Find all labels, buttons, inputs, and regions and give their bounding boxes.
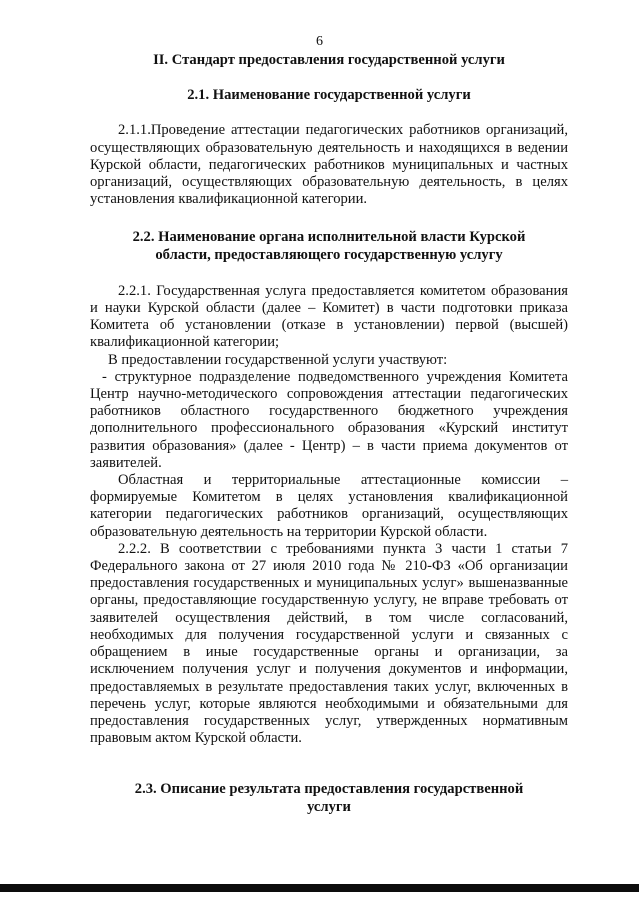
paragraph-structural-unit: - структурное подразделение подведомственного учреждения Комитета Центр научно-методического сопровождения аттестации педагогических работников областного государственного бюджетного учреждения дополнительного профессионального образования «Курский институт развития образования» (далее - Центр) – в части приема документов от заявителей. <box>90 368 568 471</box>
subsection-2-2-heading-line2: области, предоставляющего государственную услугу <box>155 246 503 263</box>
paragraph-commissions: Областная и территориальные аттестационные комиссии – формируемые Комитетом в целях установления квалификационной категории педагогических работников организаций, осуществляющих образовательную деятельность на территории Курской области. <box>90 472 568 540</box>
subsection-2-3-heading-line1: 2.3. Описание результата предоставления государственной <box>134 781 524 798</box>
document-body <box>90 52 568 816</box>
subsection-2-3-heading <box>90 781 568 815</box>
paragraph-2-1-1: 2.1.1.Проведение аттестации педагогических работников организаций, осуществляющих образовательную деятельность и находящихся в ведении Курской области, педагогических работников муниципальных и частных организаций, осуществляющих образовательную деятельность, в целях установления квалификационной категории. <box>90 122 568 208</box>
scan-bottom-border <box>0 884 639 892</box>
subsection-2-3-heading-line2: услуги <box>307 798 351 815</box>
subsection-2-2-heading <box>90 229 568 263</box>
subsection-2-1-heading: 2.1. Наименование государственной услуги <box>187 87 471 104</box>
page-number: 6 <box>316 34 323 49</box>
paragraph-2-2-2: 2.2.2. В соответствии с требованиями пункта 3 части 1 статьи 7 Федерального закона от 27 июля 2010 года № 210-ФЗ «Об организации предоставления государственных и муниципальных услуг» вышеназванные органы, предоставляющие государственную услугу, не вправе требовать от заявителей осуществления действий, в том числе согласований, необходимых для получения государственной услуги и связанных с обращением в иные государственные органы и организации, за исключением получения услуг и получения документов и информации, предоставляемых в результате предоставления таких услуг, включенных в перечень услуг, которые являются необходимыми и обязательными для предоставления государственных услуг, утвержденных нормативным правовым актом Курской области. <box>90 540 568 747</box>
paragraph-2-2-1: 2.2.1. Государственная услуга предоставляется комитетом образования и науки Курской области (далее – Комитет) в части подготовки приказа Комитета об установлении (отказе в установлении) первой (высшей) квалификационной категории; <box>90 282 568 351</box>
section-title: II. Стандарт предоставления государственной услуги <box>153 52 505 68</box>
subsection-2-2-heading-line1: 2.2. Наименование органа исполнительной власти Курской <box>132 229 526 246</box>
paragraph-participants: В предоставлении государственной услуги участвуют: <box>108 351 448 368</box>
